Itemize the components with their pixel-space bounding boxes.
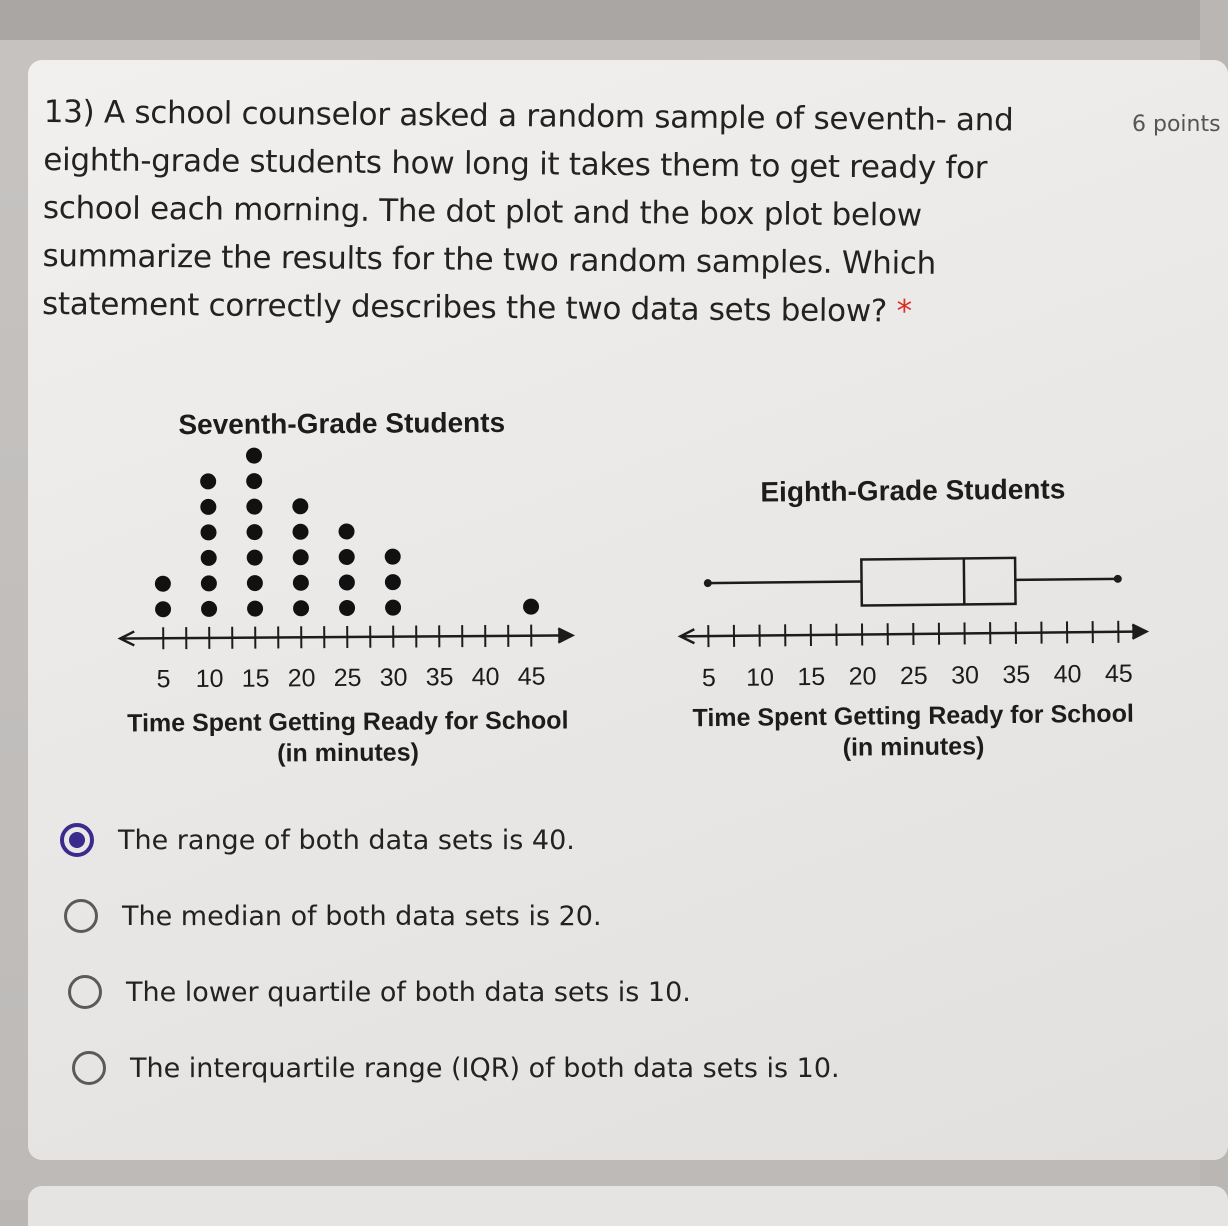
- tick-label: 20: [288, 664, 316, 692]
- tick-label: 5: [702, 664, 716, 692]
- tick-label: 35: [426, 663, 454, 691]
- tick-label: 20: [848, 662, 876, 690]
- x-axis-units-label: (in minutes): [843, 732, 985, 761]
- option-iqr-10[interactable]: [72, 1038, 840, 1098]
- option-label: The lower quartile of both data sets is 10.: [126, 977, 691, 1008]
- tick-label: 10: [196, 665, 224, 693]
- radio-button-icon[interactable]: [64, 899, 98, 933]
- option-label: The range of both data sets is 40.: [118, 825, 575, 856]
- option-median-20[interactable]: [64, 886, 602, 946]
- x-axis-label: Time Spent Getting Ready for School: [692, 700, 1134, 733]
- tick-label: 25: [900, 662, 928, 690]
- radio-selected-icon[interactable]: [60, 823, 94, 857]
- tick-label: 5: [156, 665, 170, 693]
- radio-button-icon[interactable]: [72, 1051, 106, 1085]
- browser-top-strip: [0, 0, 1200, 40]
- tick-label: 40: [472, 663, 500, 691]
- option-label: The interquartile range (IQR) of both data sets is 10.: [130, 1053, 840, 1084]
- question-text-block: [42, 88, 1094, 337]
- tick-label: 10: [746, 663, 774, 691]
- tick-label: 15: [797, 663, 825, 691]
- x-axis-label: Time Spent Getting Ready for School: [127, 706, 568, 737]
- tick-label: 40: [1053, 660, 1081, 688]
- tick-label: 45: [518, 663, 546, 691]
- tick-label: 25: [334, 664, 362, 692]
- chart-title: Seventh-Grade Students: [178, 407, 505, 440]
- option-label: The median of both data sets is 20.: [122, 901, 602, 932]
- x-axis-units-label: (in minutes): [277, 738, 419, 767]
- tick-label: 35: [1002, 661, 1030, 689]
- required-asterisk: *: [896, 293, 912, 329]
- tick-label: 15: [242, 664, 270, 692]
- tick-label: 45: [1105, 660, 1133, 688]
- next-question-card: [28, 1186, 1228, 1226]
- tick-label: 30: [380, 664, 408, 692]
- points-label: 6 points: [1132, 112, 1221, 137]
- radio-button-icon[interactable]: [68, 975, 102, 1009]
- chart-title: Eighth-Grade Students: [760, 473, 1065, 507]
- option-lower-quartile-10[interactable]: [68, 962, 691, 1022]
- tick-label: 30: [951, 661, 979, 689]
- option-range-40[interactable]: [60, 810, 575, 870]
- question-text: 13) A school counselor asked a random sample of seventh- and eighth-grade students how long it takes them to get ready for school each morning. The dot plot and the box plot below summarize the results for the two random samples. Which statement correctly describes the two data sets below?: [42, 94, 1014, 329]
